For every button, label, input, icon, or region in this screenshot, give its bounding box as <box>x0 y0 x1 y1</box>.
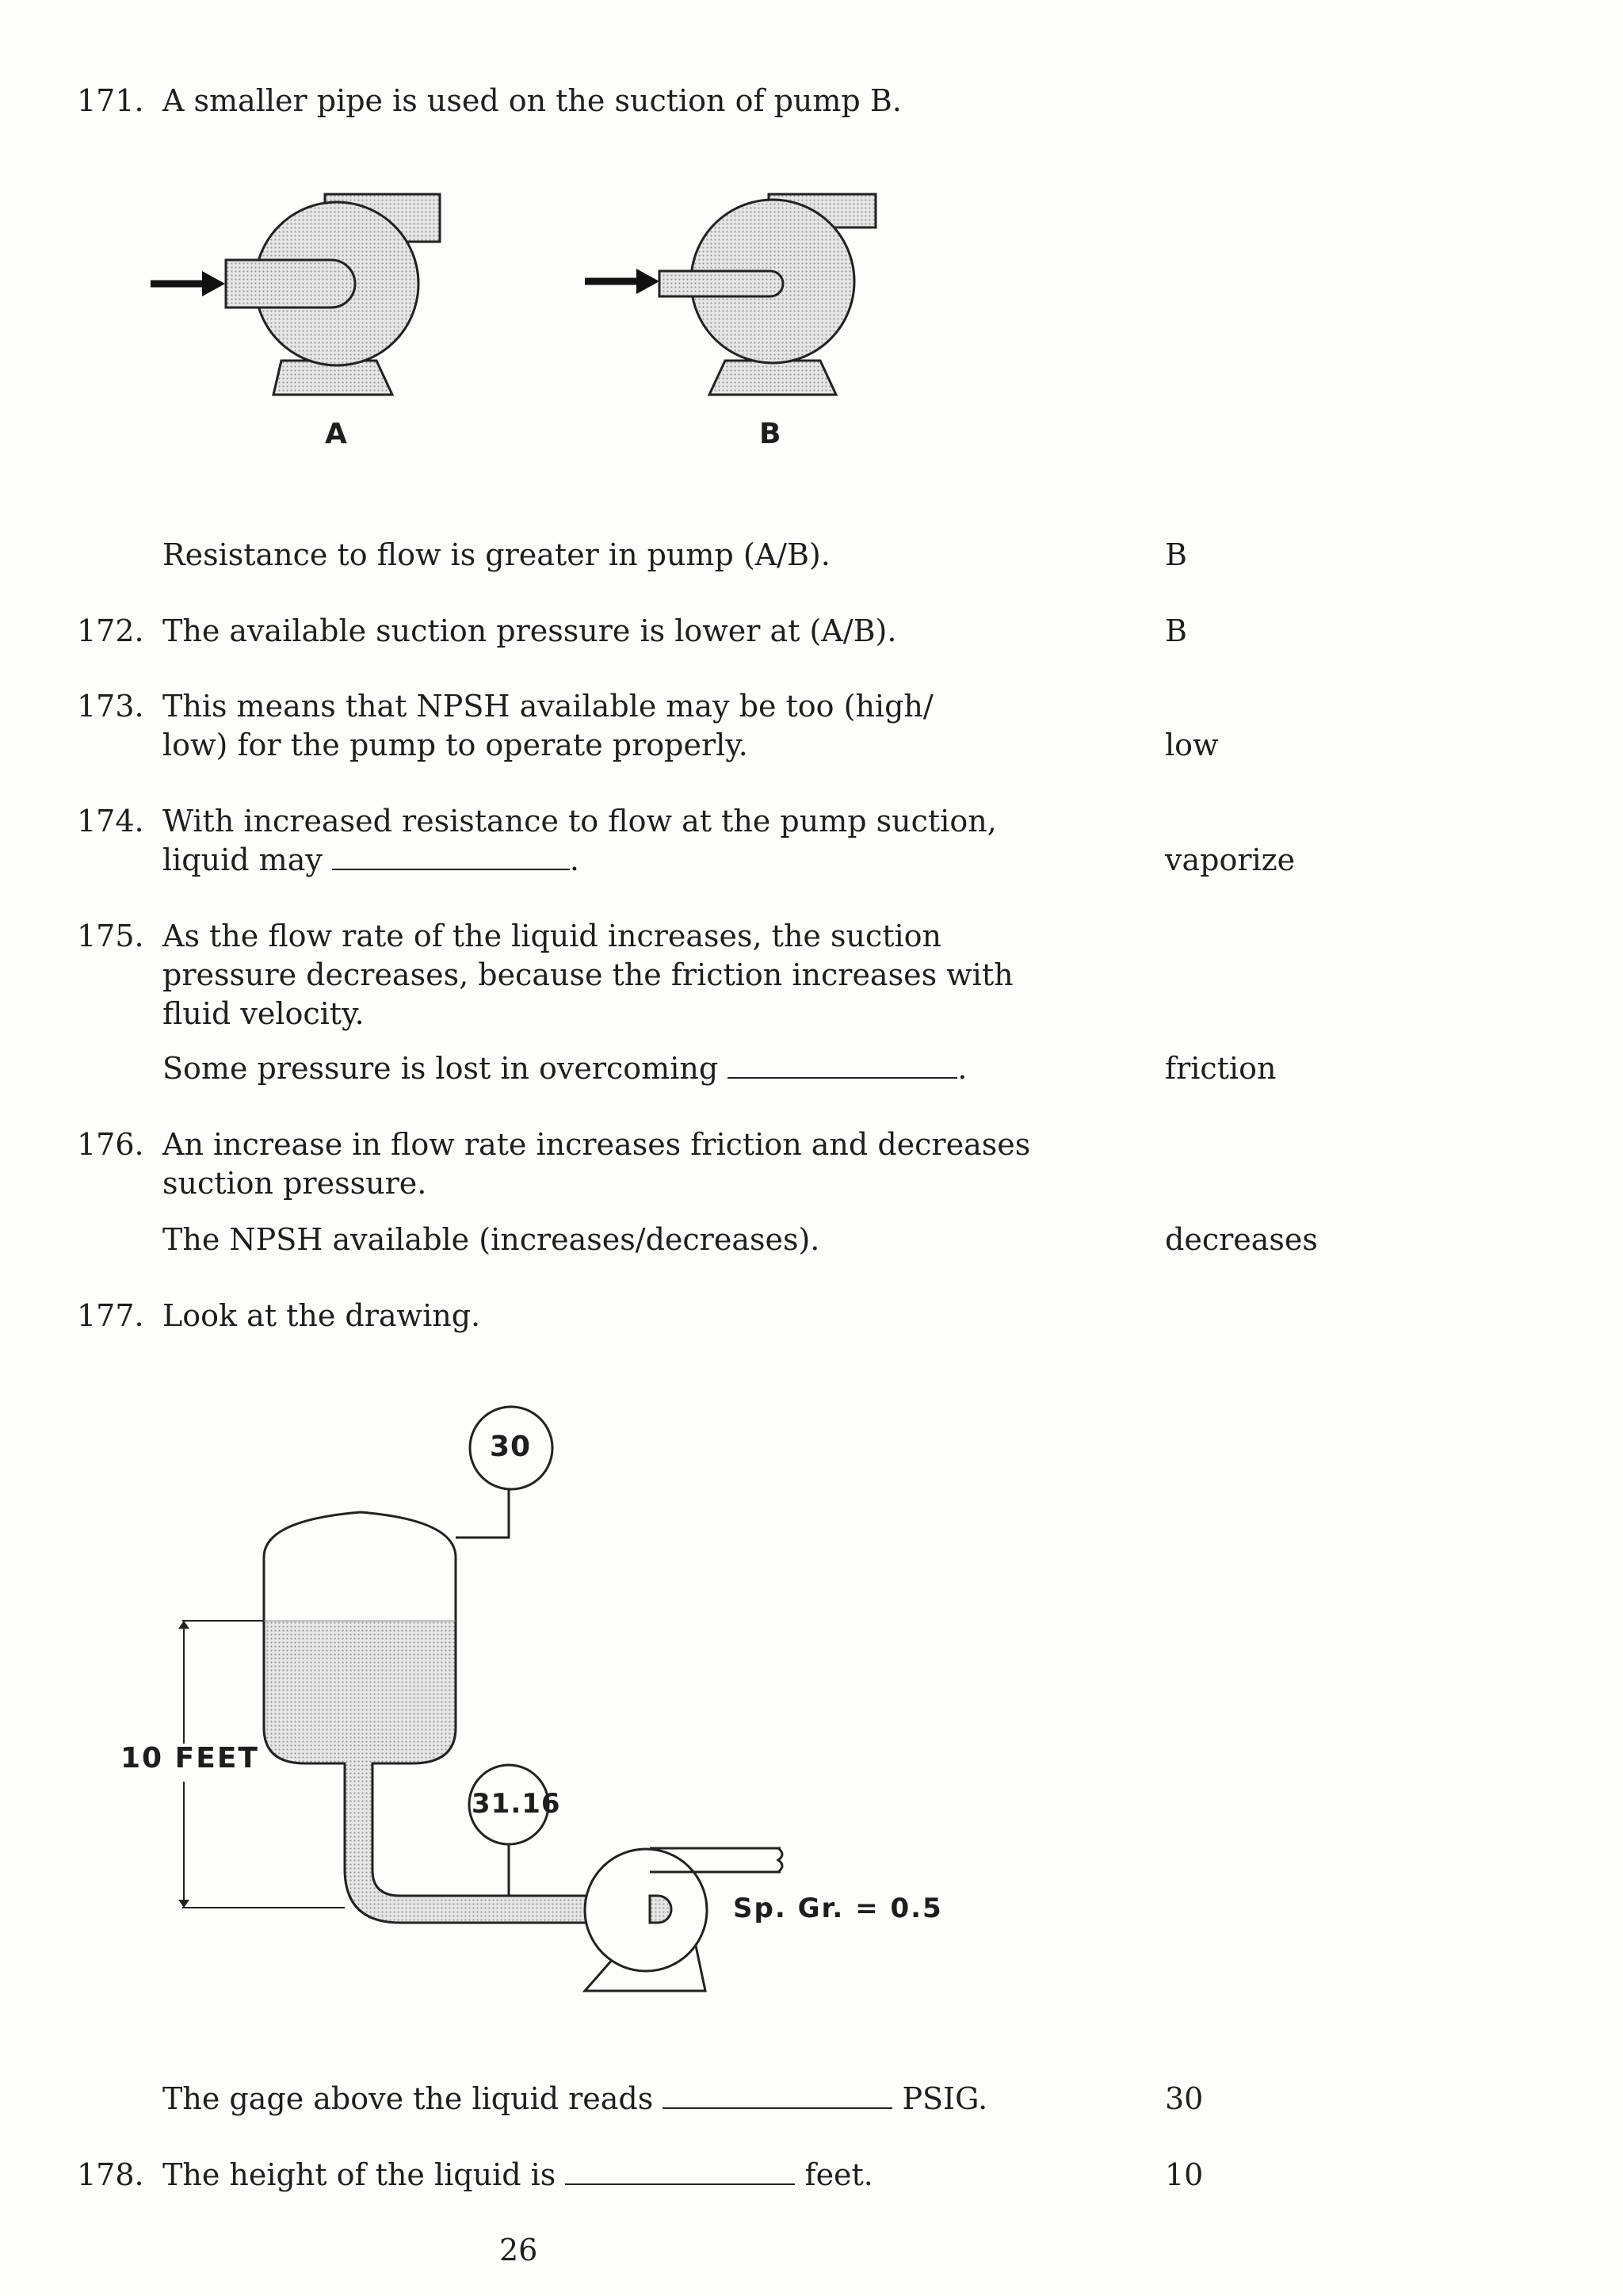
gauge-suction-reading: 31.16 <box>472 1788 561 1820</box>
gauge-top-reading: 30 <box>490 1431 532 1463</box>
answer: B <box>1165 537 1187 572</box>
prompt-text: The gage above the liquid reads <box>162 2081 654 2116</box>
answer-blank <box>332 845 570 870</box>
page-number: 26 <box>499 2233 538 2267</box>
prompt-text: Some pressure is lost in overcoming <box>162 1051 719 1086</box>
answer: low <box>1165 728 1219 762</box>
question-number: 174. <box>77 804 144 839</box>
question-text-line: With increased resistance to flow at the pump suction, <box>162 804 997 839</box>
question-text-line: This means that NPSH available may be too (high/ <box>162 689 934 724</box>
question-number: 171. <box>77 83 144 118</box>
unit-text: feet. <box>804 2157 873 2192</box>
tank-system-figure <box>178 1407 782 1991</box>
pump-b-figure <box>585 194 876 395</box>
prompt-text: The height of the liquid is <box>162 2157 556 2192</box>
answer: decreases <box>1165 1222 1318 1257</box>
pump-a-figure <box>151 194 440 395</box>
sentence-end: . <box>569 842 580 877</box>
answer-blank <box>663 2084 892 2109</box>
question-text: liquid may <box>162 842 323 877</box>
answer: 10 <box>1165 2157 1204 2192</box>
question-number: 177. <box>77 1298 144 1333</box>
question-number: 178. <box>77 2157 144 2192</box>
question-prompt <box>162 2080 987 2118</box>
question-prompt <box>162 2156 873 2194</box>
answer-blank <box>727 1053 957 1079</box>
unit-text: PSIG. <box>902 2081 988 2116</box>
answer: 30 <box>1165 2081 1204 2116</box>
question-number: 176. <box>77 1127 144 1162</box>
question-text-line: fluid velocity. <box>162 996 365 1031</box>
question-text-line: low) for the pump to operate properly. <box>162 728 748 762</box>
question-text-line: pressure decreases, because the friction increases with <box>162 957 1014 992</box>
question-number: 172. <box>77 613 144 648</box>
question-text-line: suction pressure. <box>162 1166 427 1201</box>
answer: friction <box>1165 1051 1277 1086</box>
question-text-line: As the flow rate of the liquid increases, the suction <box>162 919 942 953</box>
question-text-line <box>162 841 579 879</box>
specific-gravity-label: Sp. Gr. = 0.5 <box>733 1893 943 1924</box>
question-text: A smaller pipe is used on the suction of pump B. <box>162 83 902 118</box>
answer: B <box>1165 613 1187 648</box>
height-label: 10 FEET <box>120 1742 259 1775</box>
answer: vaporize <box>1165 842 1296 877</box>
question-text-line: An increase in flow rate increases friction and decreases <box>162 1127 1031 1162</box>
question-prompt <box>162 1049 967 1087</box>
question-text: The available suction pressure is lower at (A/B). <box>162 613 897 648</box>
answer-blank <box>565 2160 795 2185</box>
pump-a-label: A <box>325 418 349 450</box>
question-prompt: The NPSH available (increases/decreases). <box>162 1222 820 1257</box>
sentence-end: . <box>957 1051 968 1086</box>
pump-b-label: B <box>759 418 783 450</box>
question-number: 173. <box>77 689 144 724</box>
question-text: Look at the drawing. <box>162 1298 481 1333</box>
question-number: 175. <box>77 919 144 953</box>
question-prompt: Resistance to flow is greater in pump (A/B). <box>162 537 831 572</box>
